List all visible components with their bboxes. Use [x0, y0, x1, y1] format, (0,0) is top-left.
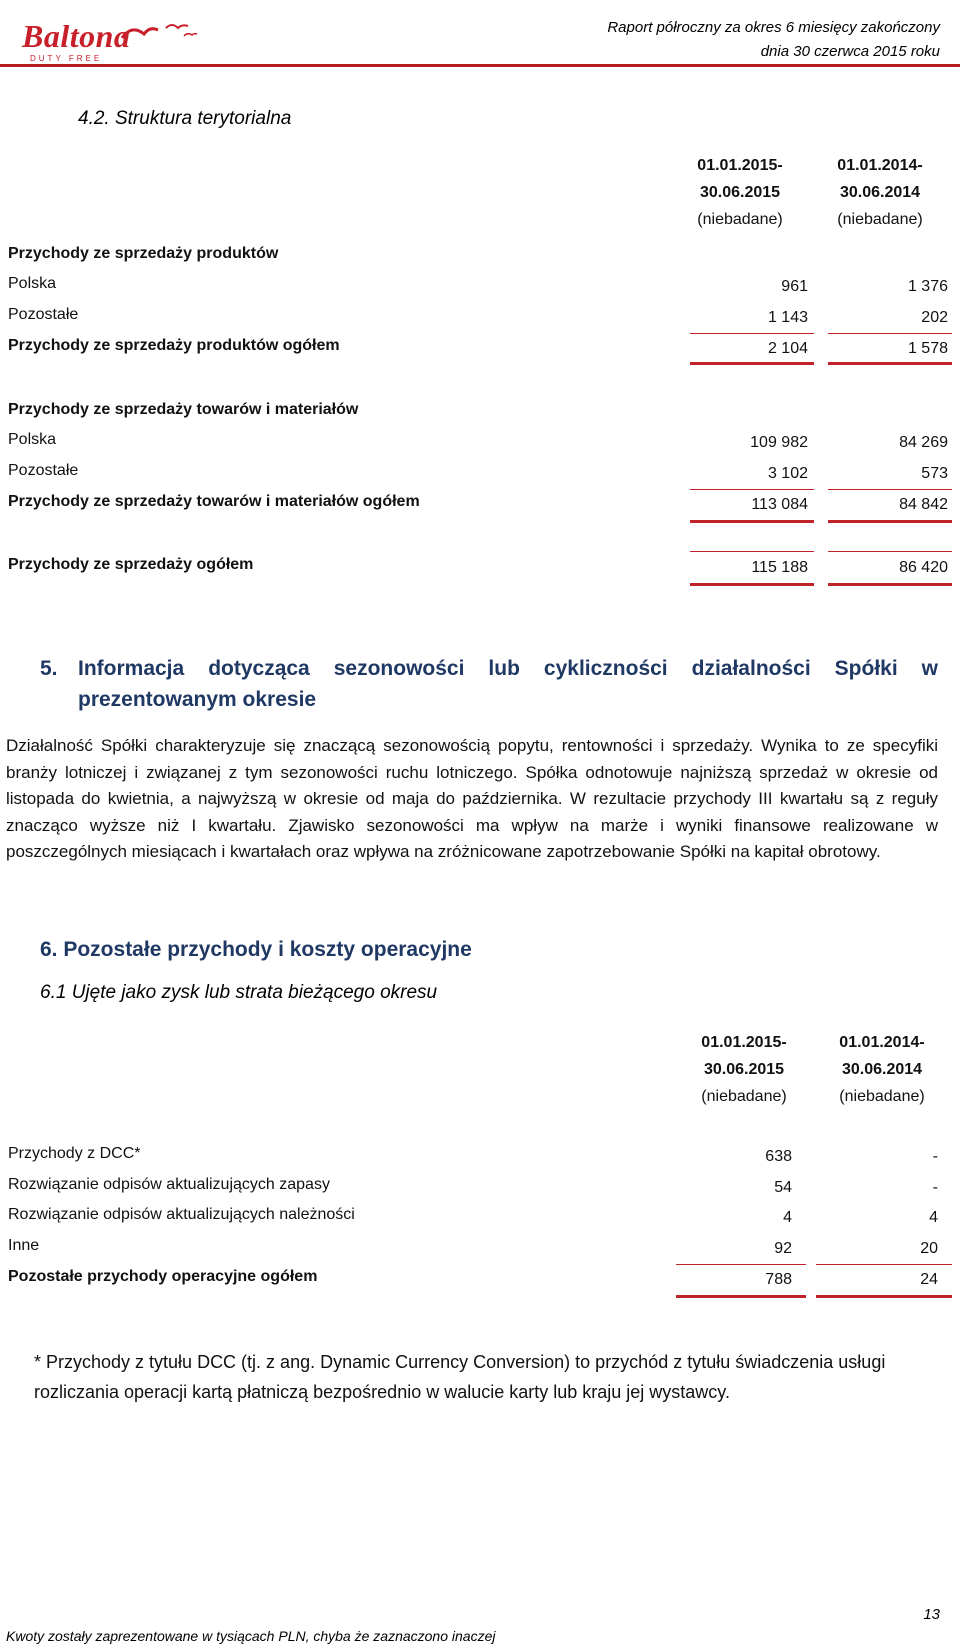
header-divider — [0, 64, 960, 67]
table2-col1-header — [684, 1029, 804, 1110]
section-4-2-title: 4.2. Struktura terytorialna — [78, 108, 292, 129]
table1-row-label: Pozostałe — [8, 462, 79, 479]
table1-col2-header — [820, 152, 940, 233]
table1-row-label: Przychody ze sprzedaży towarów i materiałów ogółem — [8, 493, 420, 510]
table2-subtotal-rule — [676, 1264, 806, 1265]
table1-subtotal-rule — [690, 489, 814, 490]
table1-value: 84 269 — [899, 434, 948, 451]
table1-value: 1 376 — [907, 278, 948, 295]
table1-value: 2 104 — [767, 340, 808, 357]
col-header-line: 01.01.2015- — [701, 1034, 787, 1051]
table1-subtotal-rule — [690, 333, 814, 334]
table2-col2-header — [822, 1029, 942, 1110]
table2-row-label: Przychody z DCC* — [8, 1145, 141, 1162]
table2-value: 638 — [765, 1148, 792, 1165]
table2-subtotal-rule — [816, 1264, 952, 1265]
bird-icon — [118, 20, 198, 46]
table2-row-label: Pozostałe przychody operacyjne ogółem — [8, 1268, 318, 1285]
section-6-1-subtitle: 6.1 Ujęte jako zysk lub strata bieżącego okresu — [40, 982, 438, 1003]
table1-value: 115 188 — [751, 559, 808, 576]
table2-value: - — [932, 1148, 938, 1165]
table2-value: 4 — [783, 1209, 792, 1226]
report-title-line1: Raport półroczny za okres 6 miesięcy zakończony — [607, 19, 940, 36]
table1-row-label: Pozostałe — [8, 306, 79, 323]
logo-subtext: DUTY FREE — [30, 54, 103, 63]
logo-text: Baltona — [22, 18, 131, 54]
table1-value: 113 084 — [751, 496, 808, 513]
table1-row-label: Polska — [8, 275, 57, 292]
table1-total-rule — [828, 583, 952, 586]
table1-value: 3 102 — [767, 465, 808, 482]
table1-row-label: Przychody ze sprzedaży produktów ogółem — [8, 337, 340, 354]
table2-value: 788 — [765, 1271, 792, 1288]
table2-value: 54 — [774, 1179, 792, 1196]
table1-total-rule — [828, 520, 952, 523]
table1-value: 109 982 — [750, 434, 808, 451]
col-header-line: (niebadane) — [697, 211, 783, 228]
col-header-line: 01.01.2014- — [839, 1034, 925, 1051]
col-header-line: (niebadane) — [837, 211, 923, 228]
table1-col1-header — [680, 152, 800, 233]
col-header-line: 01.01.2014- — [837, 157, 923, 174]
col-header-line: (niebadane) — [839, 1088, 925, 1105]
table1-value: 86 420 — [899, 559, 948, 576]
table1-subtotal-rule — [828, 489, 952, 490]
table2-total-rule — [816, 1295, 952, 1298]
col-header-line: 01.01.2015- — [697, 157, 783, 174]
footer-note: Kwoty zostały zaprezentowane w tysiącach PLN, chyba że zaznaczono inaczej — [6, 1628, 496, 1644]
table1-value: 84 842 — [899, 496, 948, 513]
page-number: 13 — [923, 1606, 940, 1623]
dcc-footnote: * Przychody z tytułu DCC (tj. z ang. Dynamic Currency Conversion) to przychód z tytułu świadczenia usługi rozliczania operacji kartą płatniczą bezpośrednio w walucie karty lub kraju jej wystawcy. — [34, 1352, 886, 1402]
table2-value: 4 — [929, 1209, 938, 1226]
table1-total-rule — [690, 362, 814, 365]
table1-total-rule — [690, 583, 814, 586]
table1-value: 202 — [921, 309, 948, 326]
table2-total-rule — [676, 1295, 806, 1298]
table1-value: 573 — [921, 465, 948, 482]
table1-total-rule — [828, 362, 952, 365]
table1-value: 1 143 — [767, 309, 808, 326]
table2-value: 92 — [774, 1240, 792, 1257]
section-5-title: Informacja dotycząca sezonowości lub cykliczności działalności Spółki w — [78, 657, 938, 680]
table1-row-label: Przychody ze sprzedaży towarów i materiałów — [8, 401, 359, 418]
table1-value: 961 — [781, 278, 808, 295]
section-5-paragraph: Działalność Spółki charakteryzuje się znaczącą sezonowością popytu, rentowności i sprzedaży. Wynika to ze specyfiki branży lotniczej i związanej z tym sezonowości ruchu lotniczego. Spółka odnotowuje najniższą sprzedaż w okresie od listopada do kwietnia, a najwyższą w okresie od maja do października. W rezultacie przychody III kwartału są z reguły znacząco wyższe niż I kwartału. Zjawisko sezonowości ma wpływ na marże i wyniki finansowe realizowane w poszczególnych miesiącach i kwartałach oraz wpływa na zróżnicowane zapotrzebowanie Spółki na kapitał obrotowy. — [6, 736, 938, 861]
table1-subtotal-rule — [828, 333, 952, 334]
report-title-line2: dnia 30 czerwca 2015 roku — [760, 43, 940, 60]
table2-value: 20 — [920, 1240, 938, 1257]
section-6-title: 6. Pozostałe przychody i koszty operacyjne — [40, 938, 472, 961]
section-5-number: 5. — [40, 657, 58, 680]
table1-subtotal-rule — [690, 551, 814, 552]
table1-row-label: Przychody ze sprzedaży ogółem — [8, 556, 254, 573]
col-header-line: 30.06.2014 — [839, 184, 921, 201]
table2-value: - — [932, 1179, 938, 1196]
table1-total-rule — [690, 520, 814, 523]
table2-value: 24 — [920, 1271, 938, 1288]
section-5-title-line2: prezentowanym okresie — [78, 688, 317, 711]
table2-row-label: Inne — [8, 1237, 40, 1254]
table2-row-label: Rozwiązanie odpisów aktualizujących należności — [8, 1206, 355, 1223]
table1-value: 1 578 — [907, 340, 948, 357]
col-header-line: 30.06.2015 — [699, 184, 781, 201]
col-header-line: 30.06.2014 — [841, 1061, 923, 1078]
company-logo — [8, 8, 208, 63]
col-header-line: 30.06.2015 — [703, 1061, 785, 1078]
report-title — [607, 16, 940, 64]
table1-row-label: Przychody ze sprzedaży produktów — [8, 245, 279, 262]
table1-row-label: Polska — [8, 431, 57, 448]
table2-row-label: Rozwiązanie odpisów aktualizujących zapasy — [8, 1176, 330, 1193]
col-header-line: (niebadane) — [701, 1088, 787, 1105]
table1-subtotal-rule — [828, 551, 952, 552]
